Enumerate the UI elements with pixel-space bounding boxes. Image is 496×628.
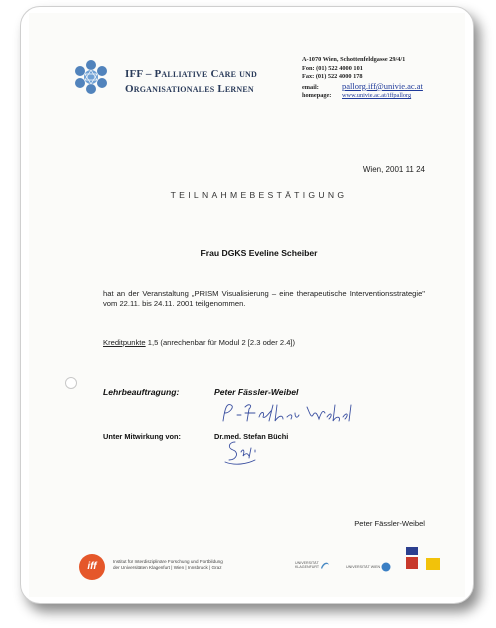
homepage-label: homepage: xyxy=(302,92,332,100)
email-link[interactable]: pallorg.iff@univie.ac.at xyxy=(342,80,423,91)
org-title-line1: IFF – Palliative Care und xyxy=(125,68,258,80)
institute-line1: Institut für Interdisziplinäre Forschung und Fortbildung xyxy=(113,559,223,564)
credit-text: 1,5 (anrechenbar für Modul 2 [2.3 oder 2.4]) xyxy=(145,338,296,347)
recipient-name: Frau DGKS Eveline Scheiber xyxy=(200,248,318,258)
mitwirkung-name: Dr.med. Stefan Büchi xyxy=(214,432,289,441)
iff-logo: iff xyxy=(79,554,105,580)
signature-faessler xyxy=(219,399,359,425)
mitwirkung-label: Unter Mitwirkung von: xyxy=(103,432,182,441)
org-title-line2: Organisationales Lernen xyxy=(125,83,254,95)
seal-icon xyxy=(381,562,391,572)
uni-klagenfurt-logo xyxy=(295,560,330,570)
uni-klagenfurt-line2: KLAGENFURT xyxy=(295,565,320,569)
institute-line2: der Universitäten Klagenfurt | Wien | Innsbruck | Graz xyxy=(113,565,222,571)
fon: Fon: (01) 522 4000 101 xyxy=(302,64,363,72)
body-text: hat an der Veranstaltung „PRISM Visualisierung – eine therapeutische Interventionsstrategie" vom 22.11. bis 24.11. 2001 teilgenommen. xyxy=(103,289,425,308)
signature-buechi xyxy=(221,438,263,468)
partner-logo-icon xyxy=(406,557,418,569)
email-label: email: xyxy=(302,83,319,91)
lehrbeauftragung-label: Lehrbeauftragung: xyxy=(103,387,180,397)
lehrbeauftragung-name: Peter Fässler-Weibel xyxy=(214,387,299,397)
certificate-page xyxy=(29,13,465,597)
credit-line xyxy=(103,338,295,347)
punch-hole xyxy=(65,377,77,389)
footer-signature-name: Peter Fässler-Weibel xyxy=(354,519,425,528)
fax: Fax: (01) 522 4000 178 xyxy=(302,73,363,81)
contact-block xyxy=(302,56,423,101)
flower-logo-icon xyxy=(73,59,109,95)
org-title xyxy=(125,67,257,97)
uni-wien-logo xyxy=(346,562,391,572)
credit-label: Kreditpunkte xyxy=(103,338,146,347)
sponsor-logo-icon xyxy=(426,558,440,570)
uni-klagenfurt-line1: UNIVERSITÄT xyxy=(295,560,319,565)
eu-flag-icon xyxy=(406,547,418,555)
date: Wien, 2001 11 24 xyxy=(362,165,425,174)
uni-wien-text: UNIVERSITÄT WIEN xyxy=(346,564,381,569)
institute-text xyxy=(113,559,223,572)
document-card xyxy=(20,6,474,604)
homepage-link[interactable]: www.univie.ac.at/iffpallorg xyxy=(342,92,412,100)
swoosh-icon xyxy=(320,560,330,570)
certificate-heading: TEILNAHMEBESTÄTIGUNG xyxy=(170,190,348,200)
address: A-1070 Wien, Schottenfeldgasse 29/4/1 xyxy=(302,56,406,63)
